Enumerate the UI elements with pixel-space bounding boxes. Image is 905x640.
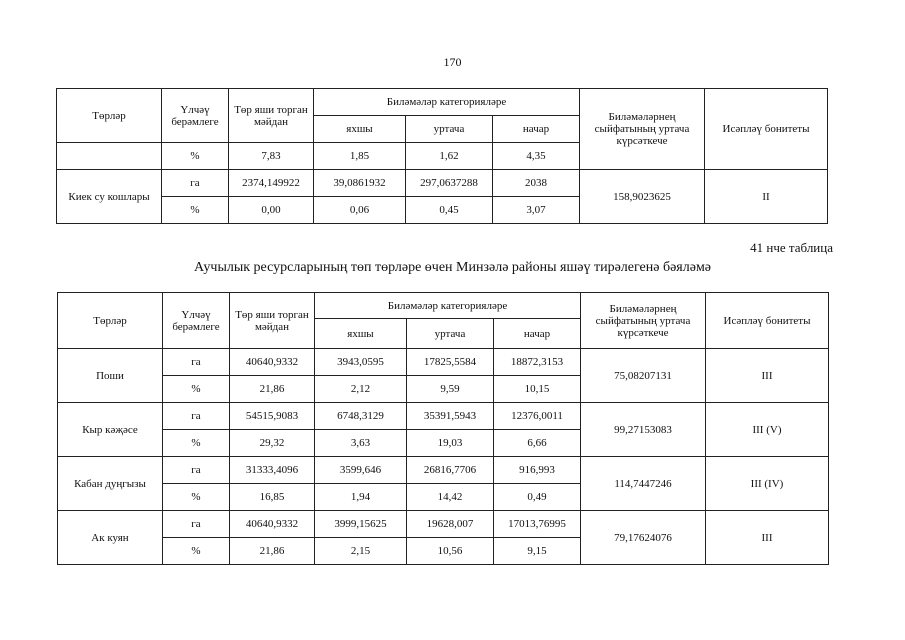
- table-cell: 297,0637288: [406, 170, 493, 197]
- table-cell: 4,35: [493, 143, 580, 170]
- table-cell: 40640,9332: [230, 349, 315, 376]
- species-name: Поши: [58, 349, 163, 403]
- table-cell: %: [162, 197, 229, 224]
- header-bad: начар: [493, 116, 580, 143]
- table-cell: %: [163, 430, 230, 457]
- table-cell: 29,32: [230, 430, 315, 457]
- table-cell: 14,42: [407, 484, 494, 511]
- header-area: Төр яши торган мәйдан: [230, 293, 315, 349]
- table-cell: 9,59: [407, 376, 494, 403]
- table-cell: 10,15: [494, 376, 581, 403]
- bonitet-cell: II: [705, 170, 828, 224]
- table-cell: 3599,646: [315, 457, 407, 484]
- header-area: Төр яши торган мәйдан: [229, 89, 314, 143]
- quality-cell: 79,17624076: [581, 511, 706, 565]
- table-cell: 54515,9083: [230, 403, 315, 430]
- header-good: яхшы: [314, 116, 406, 143]
- header-good: яхшы: [315, 319, 407, 349]
- table-row: [58, 349, 829, 376]
- table-row: [58, 511, 829, 538]
- table-cell: 16,85: [230, 484, 315, 511]
- table-row: [58, 403, 829, 430]
- species-name: Киек су кошлары: [57, 170, 162, 224]
- table-cell: га: [162, 170, 229, 197]
- table-cell: 3,07: [493, 197, 580, 224]
- table-cell: 0,49: [494, 484, 581, 511]
- table-cell: 17013,76995: [494, 511, 581, 538]
- table-row: [58, 457, 829, 484]
- table-continued: [56, 88, 828, 224]
- page-number: 170: [443, 55, 462, 69]
- header-quality: Биләмәләрнең сыйфатының уртача күрсәткече: [581, 293, 706, 349]
- quality-cell: 75,08207131: [581, 349, 706, 403]
- header-unit: Үлчәү берәмлеге: [163, 293, 230, 349]
- header-types: Төрләр: [58, 293, 163, 349]
- bonitet-cell: III: [706, 511, 829, 565]
- empty-cell: [57, 143, 162, 170]
- table-cell: 21,86: [230, 376, 315, 403]
- table-cell: %: [163, 538, 230, 565]
- table-cell: 1,85: [314, 143, 406, 170]
- table-cell: %: [162, 143, 229, 170]
- header-unit: Үлчәү берәмлеге: [162, 89, 229, 143]
- header-bonitet: Исәпләү бонитеты: [706, 293, 829, 349]
- quality-cell: 99,27153083: [581, 403, 706, 457]
- table-cell: 6,66: [494, 430, 581, 457]
- table-cell: 39,0861932: [314, 170, 406, 197]
- quality-cell: 158,9023625: [580, 170, 705, 224]
- table-cell: 19,03: [407, 430, 494, 457]
- table-cell: %: [163, 376, 230, 403]
- table-cell: га: [163, 349, 230, 376]
- table-cell: 18872,3153: [494, 349, 581, 376]
- table-number: 41 нче таблица: [750, 240, 833, 255]
- bonitet-cell: III: [706, 349, 829, 403]
- table-cell: 2,12: [315, 376, 407, 403]
- table-cell: 9,15: [494, 538, 581, 565]
- header-types: Төрләр: [57, 89, 162, 143]
- table-cell: 21,86: [230, 538, 315, 565]
- species-name: Кыр кәҗәсе: [58, 403, 163, 457]
- table-cell: 916,993: [494, 457, 581, 484]
- table-cell: 0,00: [229, 197, 314, 224]
- table-cell: 10,56: [407, 538, 494, 565]
- quality-cell: 114,7447246: [581, 457, 706, 511]
- table-habitat-assessment: [57, 292, 829, 565]
- table-cell: 3,63: [315, 430, 407, 457]
- table-cell: га: [163, 511, 230, 538]
- table-cell: 0,45: [406, 197, 493, 224]
- header-quality: Биләмәләрнең сыйфатының уртача күрсәткече: [580, 89, 705, 170]
- table-cell: 3999,15625: [315, 511, 407, 538]
- table-caption: Аучылык ресурсларының төп төрләре өчен Минзәлә районы яшәү тирәлегенә бәяләмә: [193, 260, 712, 275]
- header-categories: Биләмәләр категорияләре: [315, 293, 581, 319]
- table-cell: га: [163, 403, 230, 430]
- table-cell: 1,62: [406, 143, 493, 170]
- species-name: Кабан дуңгызы: [58, 457, 163, 511]
- table-cell: 1,94: [315, 484, 407, 511]
- table-cell: 17825,5584: [407, 349, 494, 376]
- header-bad: начар: [494, 319, 581, 349]
- table-cell: 31333,4096: [230, 457, 315, 484]
- table-cell: %: [163, 484, 230, 511]
- species-name: Ак куян: [58, 511, 163, 565]
- header-medium: уртача: [407, 319, 494, 349]
- table-cell: 6748,3129: [315, 403, 407, 430]
- header-bonitet: Исәпләү бонитеты: [705, 89, 828, 170]
- table-cell: 2374,149922: [229, 170, 314, 197]
- table-cell: 2,15: [315, 538, 407, 565]
- table-cell: 40640,9332: [230, 511, 315, 538]
- table-cell: 2038: [493, 170, 580, 197]
- table-cell: га: [163, 457, 230, 484]
- table-cell: 12376,0011: [494, 403, 581, 430]
- table-cell: 26816,7706: [407, 457, 494, 484]
- table-cell: 0,06: [314, 197, 406, 224]
- bonitet-cell: III (V): [706, 403, 829, 457]
- table-cell: 35391,5943: [407, 403, 494, 430]
- table-cell: 19628,007: [407, 511, 494, 538]
- header-medium: уртача: [406, 116, 493, 143]
- bonitet-cell: III (IV): [706, 457, 829, 511]
- header-categories: Биләмәләр категорияләре: [314, 89, 580, 116]
- table-cell: 7,83: [229, 143, 314, 170]
- table-cell: 3943,0595: [315, 349, 407, 376]
